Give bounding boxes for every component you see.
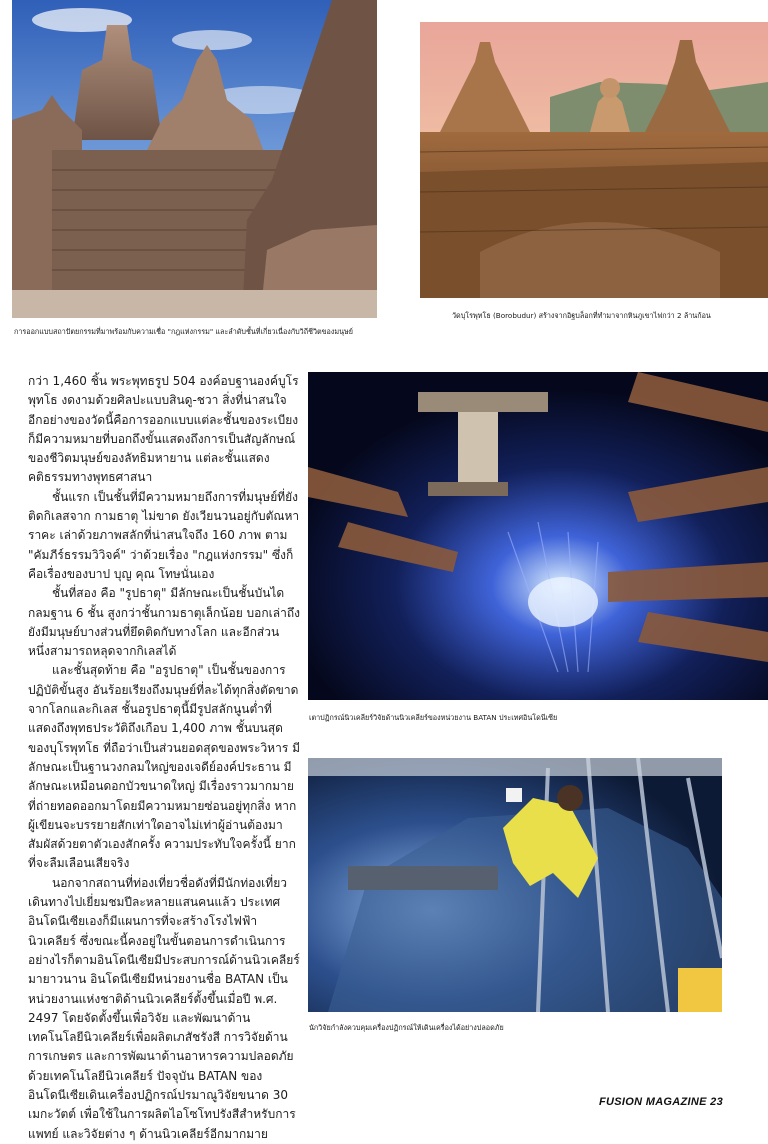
photo-researcher	[308, 758, 722, 1012]
paragraph-batan: นอกจากสถานที่ท่องเที่ยวชื่อดังที่มีนักท่องเที่ยวเดินทางไปเยี่ยมชมปีละหลายแสนคนแล้ว ประเทศอินโดนีเซียเองก็มีแผนการที่จะสร้างโรงไฟฟ้านิวเคลียร์ ซึ่งขณะนี้คงอยู่ในขั้นตอนการดำเนินการ อย่างไรก็ตามอินโดนีเซียมีประสบการณ์ด้านนิวเคลียร์มายาวนาน อินโดนีเซียมีหน่วยงานชื่อ BATAN เป็นหน่วยงานแห่งชาติด้านนิวเคลียร์ตั้งขึ้นเมื่อปี พ.ศ. 2497 โดยจัดตั้งขึ้นเพื่อวิจัย และพัฒนาด้านเทคโนโลยีนิวเคลียร์เพื่อผลิตเภสัชรังสี การวิจัยด้านการเกษตร และการพัฒนาด้านอาหารความปลอดภัยด้วยเทคโนโลยีนิวเคลียร์ ปัจจุบัน BATAN ของอินโดนีเซียเดินเครื่องปฏิกรณ์ปรมาณูวิจัยขนาด 30 เมกะวัตต์ เพื่อใช้ในการผลิตไอโซโทปรังสีสำหรับการแพทย์ และวิจัยต่าง ๆ ด้านนิวเคลียร์อีกมากมาย	[28, 875, 300, 1141]
caption-temple-design: การออกแบบสถาปัตยกรรมที่มาพร้อมกับความเชื่อ "กฎแห่งกรรม" และลำดับชั้นที่เกี่ยวเนื่องกับวิถีชีวิตของมนุษย์	[14, 327, 353, 336]
paragraph-first-level: ชั้นแรก เป็นชั้นที่มีความหมายถึงการที่มนุษย์ที่ยังติดกิเลสจาก กามธาตุ ไม่ขาด ยังเวียนวนอยู่กับตัณหา ราคะ เล่าด้วยภาพสลักที่น่าสนใจถึง 160 ภาพ ตาม "คัมภีร์ธรรมวิวิจค์" ว่าด้วยเรื่อง "กฎแห่งกรรม" ซึ่งก็คือเรื่องของบาป บุญ คุณ โทษนั่นเอง	[28, 489, 300, 581]
photo-borobudur-buddha	[420, 22, 768, 298]
caption-reactor: เตาปฏิกรณ์นิวเคลียร์วิจัยด้านนิวเคลียร์ของหน่วยงาน BATAN ประเทศอินโดนีเซีย	[309, 713, 558, 722]
photo-temple-stupas	[12, 0, 377, 318]
paragraph-intro: กว่า 1,460 ชิ้น พระพุทธรูป 504 องค์อบฐานองค์บูโรพุทโธ งดงามด้วยศิลปะแบบสินดู-ชวา สิ่งที่น่าสนใจอีกอย่างของวัดนี้คือการออกแบบแต่ละชั้นของระเบียงก็มีความหมายที่บอกถึงขั้นแสดงถึงการเป็นสัญลักษณ์ของชีวิตมนุษย์ของลัทธิมหายาน แต่ละชั้นแสดงคติธรรมทางพุทธศาสนา	[28, 374, 299, 485]
article-body	[28, 372, 300, 1144]
photo-reactor-core	[308, 372, 768, 700]
magazine-name: FUSION MAGAZINE	[599, 1096, 707, 1108]
page-footer	[599, 1096, 723, 1108]
caption-borobudur: วัดบุโรพุทโธ (Borobudur) สร้างจากอิฐบล็อกที่ทำมาจากหินภูเขาไฟกว่า 2 ล้านก้อน	[452, 311, 711, 320]
paragraph-final-level: และชั้นสุดท้าย คือ "อรูปธาตุ" เป็นชั้นของการปฏิบัติขั้นสูง อันร้อยเรียงถึงมนุษย์ที่ละได้ทุกสิ่งตัดขาดจากโลกและกิเลส ชั้นอรูปธาตุนี้มีรูปสลักนูนต่ำที่แสดงถึงพุทธประวัติถึงเกือบ 1,400 ภาพ ชั้นบนสุดของบุโรพุทโธ ที่ถือว่าเป็นส่วนยอดสุดของพระวิหาร มีลักษณะเป็นฐานวงกลมใหญ่ของเจดีย์องค์ประธาน มีลักษณะเหมือนดอกบัวขนาดใหญ่ มีเรื่องราวมากมายที่ถ่ายทอดออกมาโดยมีความหมายซ่อนอยู่ทุกสิ่ง หากผู้เขียนจะบรรยายสักเท่าใดอาจไม่เท่าผู้อ่านต้องมาสัมผัสด้วยตาตัวเองสักครั้ง ความประทับใจครั้งนี้ ยากที่จะลืมเลือนเสียจริง	[28, 663, 301, 871]
paragraph-second-level: ชั้นที่สอง คือ "รูปธาตุ" มีลักษณะเป็นชั้นบันไดกลมฐาน 6 ชั้น สูงกว่าชั้นกามธาตุเล็กน้อย บอกเล่าถึงยังมีมนุษย์บางส่วนที่ยึดติดกับทางโลก และอีกส่วนหนึ่งสามารถหลุดจากกิเลสได้	[28, 586, 300, 659]
caption-researcher: นักวิจัยกำลังควบคุมเครื่องปฏิกรณ์ให้เดินเครื่องได้อย่างปลอดภัย	[309, 1023, 504, 1032]
page-number: 23	[710, 1096, 723, 1108]
